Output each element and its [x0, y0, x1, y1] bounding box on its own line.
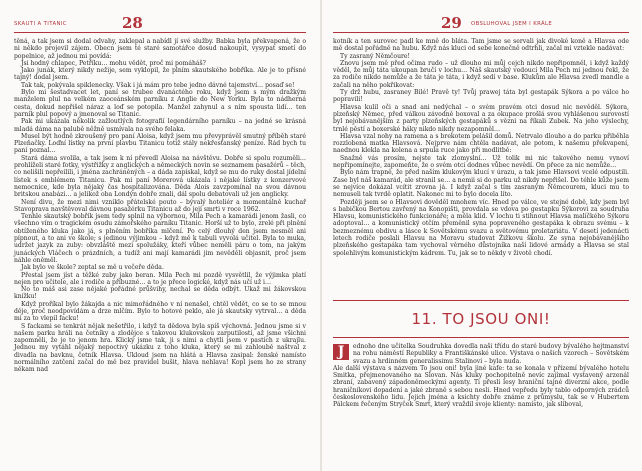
left-paragraph: těná, a tak jsem si dodal odvahy, zaklepal a nabídl jí své služby. Babka byla překvapená, že o ni někdo projevil zájem. Obecn jsem té staré samotářce dosud nakoupit, vysypat smetí do popelnice, až jednou mi povídá: — [14, 38, 306, 60]
right-paragraph: Bylo nám trapně, že před naším klukovým klucí v úrazu, a tak jsme Hlavsovi vcelé odpustili. Zase byl náš kamarád, ale stranil se… a nemii si do parku už nikdy nepřišel. Do téhle kůže jsem se nejvíce dokázal vcítit zrovna já. I když začal s tím zasraným Němcourem, kluci mu to nemuseli tak tvrdě oplatit. Nakonec mi to bylo docela líto. — [333, 169, 629, 199]
chapter-body-text — [333, 343, 629, 409]
left-paragraph: Přestal jsem jíst a těžké zuby jako beran. Mila Pech mi pozdě vysvětlil, že výjimka platí nejen pro učitele, ale i rodiče a příbuzné… a to je přece logické, když nás učí už i… — [14, 271, 306, 286]
left-paragraph: S fackami se tenkrát nějak nešetřilo, i když ta dědova byla spíš výchovná. Jednou jsme si v našem parku hráli na četníky a zlodějce s takovou klukovskou zarputilostí, až jsme všichni zapomněli, že je to jenom hra. Klický jsme tak, ji s nimi a chytli jsem v pastích z ukrajlu. Jednou my vytáhl nějaký nepoctivý ukázku z toho kluka, který se mi zahloubě naštval z divadla na bavknu, četník Hlavsa. Ukloud jsem na hlátá a Hlavsa zasipal: ženské namísto normálního zatčení začal do mě bez pravidel bušit, hlava nehlava! Kopl jsem ho ze strany někam nad — [14, 322, 306, 374]
right-header-rule — [333, 32, 629, 33]
right-paragraph: Snažně vás prosím, nejste tak zlomyslní… Už tolik mi nic takového nemu vynoví nepřipomínejte, zapomeňte, že o svém otci dodnes vůbec nevědí. On přece za nic nemůže… — [333, 154, 629, 170]
left-paragraph: Bylo mi šestadvacet let, paní se trubee dvanáctého roku, když jsem s mým dražkým manželem plul na velkém zaoceánském parníku z Anglie do New Yorku. Byla to nádherná cesta, dokud nepřišel náraz a loď se potopila. Manžel zahynul a s ním spousta lidí… ten parník plul popový a jmenoval se Titanic. — [14, 89, 306, 118]
left-running-head: SKAUTI A TITANIC — [14, 21, 67, 27]
right-page-number: 29 — [441, 14, 462, 32]
left-paragraph: Když proříkal bylo žákajda a nic mimořádného v ní nenašel, chtěl vědět, co se to se mnou děje, proč neodpovídám a drze mlčím. Bylo to hotové peklo, ale já skautsky vytrval… a děda mi za to vlepil facku! — [14, 300, 306, 323]
right-paragraph: Později jsem se o Hlavsovi dověděl mnohem víc. Hned po válce, ve stejné době, kdy jsem byl s babičkou Bertou zavřený na Konopišti, provdala se vdova po gestapku Sýkorovi za soudruha Hlavsu, komunistického funkcionáře; a měla klid. V lochu ti stihnout Hlavsa malíčkého Sýkoru adoptoval… a komunistický otčím přeměnil syna popraveného gestapáka k obrazu svému – k bezmeznému obdivu a lásce k Sovětskému svazu a světovému proletariátu. V desetí jedenácti letech rodiče poslali Hlavsu na Moravu studovat Žižkovu školu. Ze syna nejobávanějšího plzeňského gestapáka tam vychoval věrného důstojníka naší lidové armády a Hlavsa se stal spolehlivým komunistickým kádrem. Tu, jak se to někdy v životě chodí. — [333, 198, 629, 257]
chapter-paragraph: ednoho dne učitelka Soudruhka dovedla naši třídu do staré budovy bývalého hejtmanství na rohu náměstí Republiky a Františkánské ulice. Výstava o našich vzorech – Sovětském svazu a hrdinném generalissimu Stalinovi – byla nuda. — [353, 343, 629, 365]
left-page-number: 28 — [122, 14, 143, 32]
chapter-heading — [333, 300, 629, 338]
chapter-dropcap: J — [333, 344, 349, 360]
left-paragraph: Jak bylo ve škole? zeptal se mě u večeře děda. — [21, 264, 164, 272]
right-page — [323, 0, 641, 471]
left-paragraph: Pak mi ukázala několik zažloutlých fotografií legendárního parníku – na jedné se krásná mladá dáma na palubě něžně usmívala na svého felaka. — [14, 118, 306, 133]
right-paragraph: Hlavsa vzal nohy na ramena a s brekotem pelášil domů. Netrvalo dlouho a do parku přiběhla rozzlobená matka Hlavsová. Nejprve nám chtěla nadávat, ale potom, k našemu překvapení, naednou klekla na kolena a srpula ruce jako při modlitbě: — [333, 132, 629, 155]
left-page — [0, 0, 318, 471]
left-paragraph: No to máš asi zase nějaké pořádné průšvihy, nechal se děda odbýt. Ukaž mi žákovskou knížku! — [14, 286, 306, 301]
right-running-head: OBSLUHOVAL JSEM I KRÁLE — [471, 21, 553, 27]
right-paragraph: Ty zasraný Němčoure! — [340, 52, 410, 60]
book-gutter — [320, 0, 322, 471]
right-paragraph: Znovu jsem mě před očima rudo – už dlouho mi můj cejch nikdo nepřipomněl, i když každý věděl, že můj táta ukoupan bručí v lochu… Náš skautský vedoucí Mila Pech mi jednou řekl, že za rodiče nikdo nemůže a že táta je táta, i když sedí v base. Klukům ale Hlavsa zvedl mandle a začali na něho pokřikovat: — [333, 59, 629, 89]
left-paragraph: Tenhle skautský bobřík jsem tedy splnil na výbornou, Mila Pech a kamarádi jenom žasli, co všechno vím o tragickém osudu zámořského parníku Titanic. Horší už to bylo, zrelé při plnění obtíženého kluka jako já, s plněním bobříka mlčení. Po celý dlouhý den jsem nesměl ani pípnout, a to ani ve škole; s jedinou výjimkou – když mě k tabuli vyvolá učitel. Byla to muka, udržet jazyk za zuby: obvzláště mezi spolužáky, kteří vůbec neměli páru o tom, na jakým junáckých Vláčech o prázdních, a tudíž ani mají kamarádi jim nevěděli objasnit, proč jsem náhle oněměl. — [14, 213, 306, 264]
left-paragraph: Jsi hodný chlapec, Petříku… mohu vědět, proč mi pomáháš? — [21, 59, 206, 67]
left-paragraph: Stará dáma svolila, a tak jsem k ní převedl Aloisa na návštěvu. Dobře si spolu rozuměli… prohlíželi staré fotky, výstřižky z anglických a německých novin se seznamem pasažérů – těch, co nelišili nepřeilili, i jména zachráněných – a dáda zapískal, když se mu do ruky dostal jídelní lístek s emblémem Titanicu. Pak mi paní Morerová ukázala i nějaké lístky z konzervové nemocnice, kde byla nějaký čas hospitalizována. Děda Alois zavzpomínal na svou dávnou britskou anabázi… a jelikož oba Londýn dobře znali, dál spolu debatovali už jen anglicky. — [14, 154, 306, 199]
left-paragraph: Musel být hodně zkroušený pro paní Aloisa, když jsem mu převyprávěl smutný příběh staré Plzeňačky. Loďní lístky na první plavbu Titanicu totiž stály nekřesťanský peníze. Rád bych tu paní poznal… — [14, 132, 306, 155]
left-paragraph: Není divu, že mezi nimi vzniklo přátelské pouto – bývalý hoteliér a momentálně kuchař Stavoprava navštěvoval dávnou pasažérku Titanicu až do její smrti v roce 1962. — [14, 198, 306, 213]
right-body-text — [333, 38, 629, 257]
left-body-text — [14, 38, 306, 374]
right-paragraph: kotník a ten surovec padl ke mně do blátа. Tam jsme se servali jak divoké koně a Hlavsa ode mě dostal pořádně na hubu. Když nás kluci od sebe konečně odtrhli, začal mi vztekle nadávat: — [333, 38, 629, 53]
right-paragraph: Ty drž hubu, zasraney Bilé! Pravě ty! Tvůj prawej táta byl gestapák Sýkora a po válce ho popravili! — [333, 89, 629, 104]
left-header-rule — [14, 32, 306, 33]
chapter-title: 11. TO JSOU ONI! — [411, 310, 551, 328]
left-paragraph: Jako junák, který nikdy nežije, sem vyklopil, že plním skautského bobříka. Ale je to přísné tajný! dodal jsem. — [14, 67, 306, 82]
chapter-paragraph: Ale další výstava s názvem To jsou oni! byla jiné kafe: ta se konala v přízemí bývalého hotelu Smitka, přejmenovaného na Slovan. Nás kluky pochopitelně nevíc zajímal vystavený arzenál zbraní, zabavený západoněmeckými agenty. Ti přesli lesy hraniční tajné diverzní akce, podle hraničníkovi dopadení a jaké zbraně s sebou nesli. Hned vepředu byly tablo odporných zrádců československého lidu. Jejich jména a ksichty dobře známe z průmyslu, tak se v Hubertem Pálckem řečeným Stryček Smrt, který vraždil svoje klienty: namísto, jak slíboval, — [333, 364, 629, 409]
left-paragraph: Tak tak, pokývala spiklenecky. Však i já mám pro tebe jedno dávné tajemství… posaď se! — [21, 81, 295, 89]
right-paragraph: Hlavsa kulil oči a snad ani nedýchal – o svém pravém otci dosud nic nevěděl. Sýkora, plzeňský Němec, před válkou závodně boxoval a za okupace prošlá svou vyhlášenou surovostí byl nejobávanějším z party plzeňských gestapáků s vězni na říkali Zubek. Na jeho výslechy, trnlé pěstí a boxerské háky nikdo nikdy nezapomněl… — [333, 103, 629, 133]
